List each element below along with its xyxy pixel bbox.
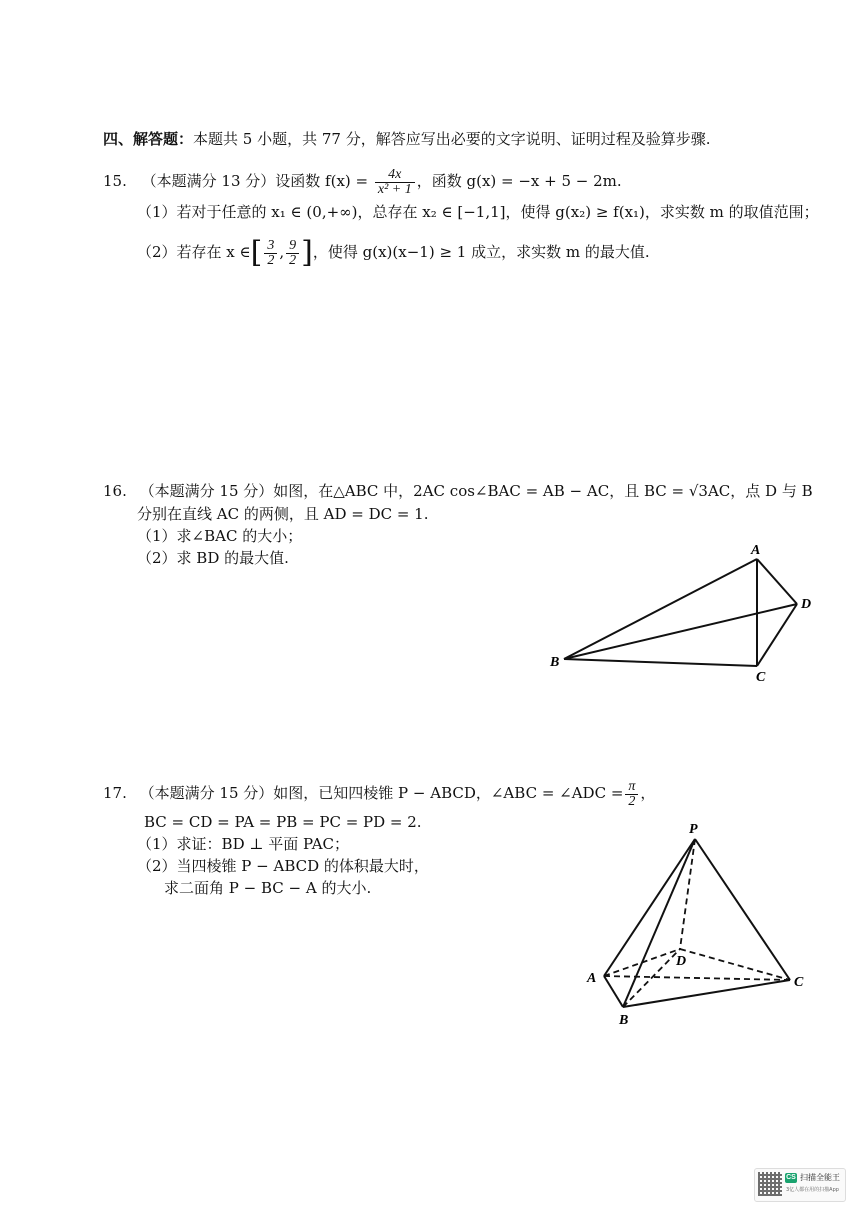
q17-hidden-edges <box>604 839 790 1007</box>
qr-code-icon <box>758 1172 782 1196</box>
q16-edge-BD <box>564 604 797 659</box>
q16-stem: （本题满分 15 分）如图，在△ABC 中，2AC cos∠BAC = AB − AC，且 BC = √3AC，点 D 与 B <box>139 482 813 500</box>
q17-label-C: C <box>794 975 804 990</box>
q17-number: 17. <box>103 784 127 802</box>
q15-frac-3-2 <box>264 239 277 268</box>
q16-label-D: D <box>801 597 812 612</box>
q17-label-A: A <box>587 971 597 986</box>
q15-points: （本题满分 13 分） <box>141 172 276 190</box>
q16-number: 16. <box>103 482 127 500</box>
q17-edge-AD <box>604 949 680 976</box>
q16-edge-AD <box>757 559 797 604</box>
q16-edge-BC <box>564 659 757 666</box>
camscanner-logo-icon: CS <box>786 1174 796 1181</box>
q17-edge-AC <box>604 976 790 980</box>
q17-label-P: P <box>689 822 698 837</box>
q17-part2: （2）当四棱锥 P − ABCD 的体积最大时， <box>137 857 429 875</box>
q17-part2-cont: 求二面角 P − BC − A 的大小. <box>164 879 372 897</box>
q16-label-C: C <box>756 670 766 685</box>
q15-intro-a: 设函数 f(x) = <box>275 172 373 190</box>
q16-edge-DC <box>757 604 797 666</box>
q17-stem-end: ， <box>640 784 656 802</box>
q15-fraction <box>375 168 415 197</box>
q16-figure-lines <box>564 559 797 666</box>
q15-stem <box>103 163 622 199</box>
q16-line1 <box>103 480 813 502</box>
q17-line1 <box>103 775 655 811</box>
q17-edge-BC <box>623 980 790 1007</box>
q15-left-bracket: [ <box>250 235 263 270</box>
q15-frac-den2: 2 <box>289 252 297 268</box>
q15-part1: （1）若对于任意的 x₁ ∈ (0,+∞)，总存在 x₂ ∈ [−1,1]，使得 g(x₂) ≥ f(x₁)，求实数 m 的取值范围； <box>137 203 819 221</box>
q17-fraction <box>625 780 638 809</box>
q15-frac-den: x² + 1 <box>377 181 412 197</box>
q15-part2-a: （2）若存在 x ∈ <box>137 243 251 261</box>
q15-frac-num2: 9 <box>286 239 299 254</box>
q15-part2: （2）若存在 x ∈[ $\frac{3}{2}$ , $\frac{9}{2}$ ]，使得 g(x)(x−1) ≥ 1 成立，求实数 m 的最大值. <box>137 235 650 270</box>
q17-pyramid-figure <box>580 815 820 1030</box>
q15-right-bracket: ] <box>301 235 313 270</box>
q16-part2: （2）求 BD 的最大值. <box>137 549 289 567</box>
q17-label-B: B <box>619 1013 629 1028</box>
q17-frac-den: 2 <box>628 793 636 809</box>
q16-edge-BA <box>564 559 757 659</box>
section-heading-title: 四、解答题： <box>103 130 194 148</box>
watermark-title: 扫描全能王 <box>800 1173 840 1182</box>
q15-frac-9-2 <box>286 239 299 268</box>
q17-edge-DC <box>680 949 790 980</box>
q16-label-B: B <box>550 655 560 670</box>
scanner-watermark <box>754 1168 846 1202</box>
section-heading <box>103 128 711 150</box>
q16-part1: （1）求∠BAC 的大小； <box>137 527 303 545</box>
q17-line2: BC = CD = PA = PB = PC = PD = 2. <box>144 813 422 831</box>
q17-stem: （本题满分 15 分）如图，已知四棱锥 P − ABCD，∠ABC = ∠ADC = <box>139 784 624 802</box>
q17-solid-edges <box>604 839 790 1007</box>
q17-frac-num: π <box>625 780 638 795</box>
q15-part2-b: ，使得 g(x)(x−1) ≥ 1 成立，求实数 m 的最大值. <box>312 243 650 261</box>
watermark-subtitle: 3亿人都在用的扫描App <box>786 1187 839 1193</box>
q15-frac-num1: 3 <box>264 239 277 254</box>
q15-intro-b: ，函数 g(x) = −x + 5 − 2m. <box>416 172 622 190</box>
q15-frac-den1: 2 <box>267 252 275 268</box>
q17-label-D: D <box>676 954 687 969</box>
q16-label-A: A <box>751 543 761 558</box>
section-heading-rest: 本题共 5 小题，共 77 分，解答应写出必要的文字说明、证明过程及验算步骤. <box>193 130 711 148</box>
q15-number: 15. <box>103 172 127 190</box>
q15-frac-num: 4x <box>375 168 415 183</box>
q17-edge-AB <box>604 976 623 1007</box>
q16-triangle-figure <box>540 535 830 690</box>
q17-part1: （1）求证：BD ⊥ 平面 PAC； <box>137 835 350 853</box>
q17-edge-PC <box>695 839 790 980</box>
q16-line2: 分别在直线 AC 的两侧，且 AD = DC = 1. <box>137 505 429 523</box>
